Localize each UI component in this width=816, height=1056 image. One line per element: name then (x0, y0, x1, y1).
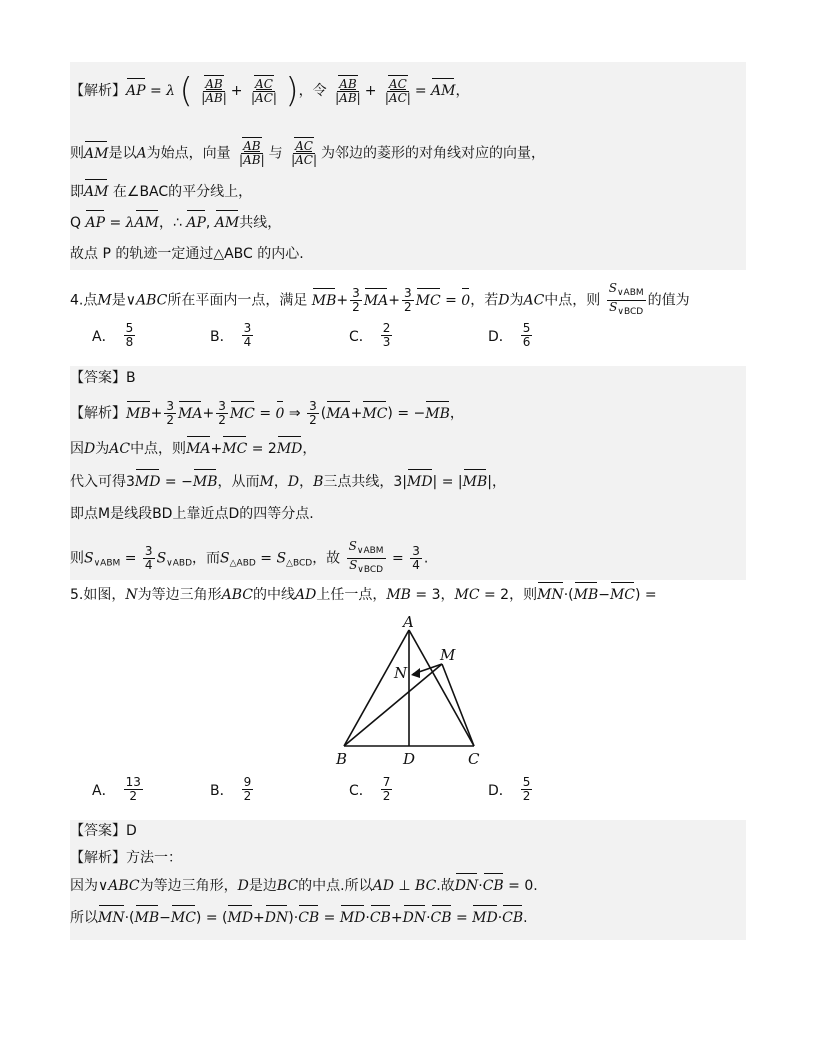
label-d: D (403, 750, 416, 768)
q4-option-a[interactable]: A． $\frac{5}{8}$ (92, 321, 134, 349)
q4-solution-line-5: 则$S_{\vee ABM}$ = $\frac{3}{4}$ $S_{\vee ABD}$，而$S_{\triangle ABD} = S_{\triangle BCD}$，故 $\frac{S_{\vee ABM}}{S_{\vee BCD}}$ = $\frac{3}{4}$ . (70, 539, 429, 575)
analysis-3-line-1: 【解析】AP = λ ( $\frac{AB}{|AB|}$ + $\frac{AC}{|AC|}$ )，令 $\frac{AB}{|AB|}$ + $\frac{AC}{|AC|}$ = AM， (70, 71, 470, 111)
question-4-stem: 4.点M是∨ABC所在平面内一点，满足 MB+ $\frac{3}{2}$ MA+ $\frac{3}{2}$ MC = 0，若D为AC中点，则 $\frac{S_{\vee ABM}}{S_{\vee BCD}}$ 的值为 (70, 281, 690, 317)
label-b: B (336, 750, 348, 768)
q4-option-c[interactable]: C． $\frac{2}{3}$ (349, 321, 391, 349)
q5-solution-line-3: 所以MN·(MB−MC) = (MD+DN)·CB = MD·CB+DN·CB = MD·CB. (70, 910, 528, 926)
label-a: A (403, 613, 414, 631)
q5-option-b[interactable]: B． $\frac{9}{2}$ (210, 775, 252, 803)
q5-option-d[interactable]: D． $\frac{5}{2}$ (488, 775, 531, 803)
q5-option-c[interactable]: C． $\frac{7}{2}$ (349, 775, 391, 803)
q4-solution-line-4: 即点M是线段BD上靠近点D的四等分点. (70, 506, 314, 522)
q4-answer: 【答案】B (70, 370, 136, 386)
label-c: C (468, 750, 480, 768)
label-m: M (440, 646, 456, 664)
segment-cm (442, 664, 474, 746)
analysis-3-line-2: 则AM是以A为始点，向量 $\frac{AB}{|AB|}$ 与 $\frac{AC}{|AC|}$ 为邻边的菱形的对角线对应的向量， (70, 139, 546, 167)
analysis-3-line-5: 故点 P 的轨迹一定通过△ABC 的内心. (70, 246, 304, 262)
segment-ab (344, 630, 409, 746)
question-5-stem: 5.如图，N为等边三角形ABC的中线AD上任一点，MB = 3，MC = 2，则MN·(MB−MC) = (70, 587, 657, 603)
q5-solution-line-2: 因为∨ABC为等边三角形，D是边BC的中点.所以AD ⊥ BC.故DN·CB = 0. (70, 878, 538, 894)
q4-solution-line-2: 因D为AC中点，则MA+MC = 2MD， (70, 441, 317, 457)
triangle-figure (330, 612, 490, 770)
q4-option-d[interactable]: D． $\frac{5}{6}$ (488, 321, 531, 349)
q4-solution-line-3: 代入可得3MD = −MB，从而M，D，B三点共线，3|MD| = |MB|， (70, 474, 506, 490)
label-n: N (394, 664, 408, 682)
q5-option-a[interactable]: A． $\frac{13}{2}$ (92, 775, 141, 803)
segment-bm (344, 664, 442, 746)
q4-solution-line-1: 【解析】MB+ $\frac{3}{2}$ MA+ $\frac{3}{2}$ MC = 0 ⇒ $\frac{3}{2}$ (MA+MC) = −MB， (70, 399, 464, 427)
vector-mn-arrowhead (411, 668, 420, 678)
analysis-3-line-4: Q AP = λAM，∴ AP, AM共线， (70, 215, 282, 231)
q4-option-b[interactable]: B． $\frac{3}{4}$ (210, 321, 252, 349)
q5-solution-line-1: 【解析】方法一： (70, 850, 182, 866)
q5-answer: 【答案】D (70, 823, 137, 839)
analysis-3-line-3: 即AM 在∠BAC的平分线上， (70, 184, 253, 200)
